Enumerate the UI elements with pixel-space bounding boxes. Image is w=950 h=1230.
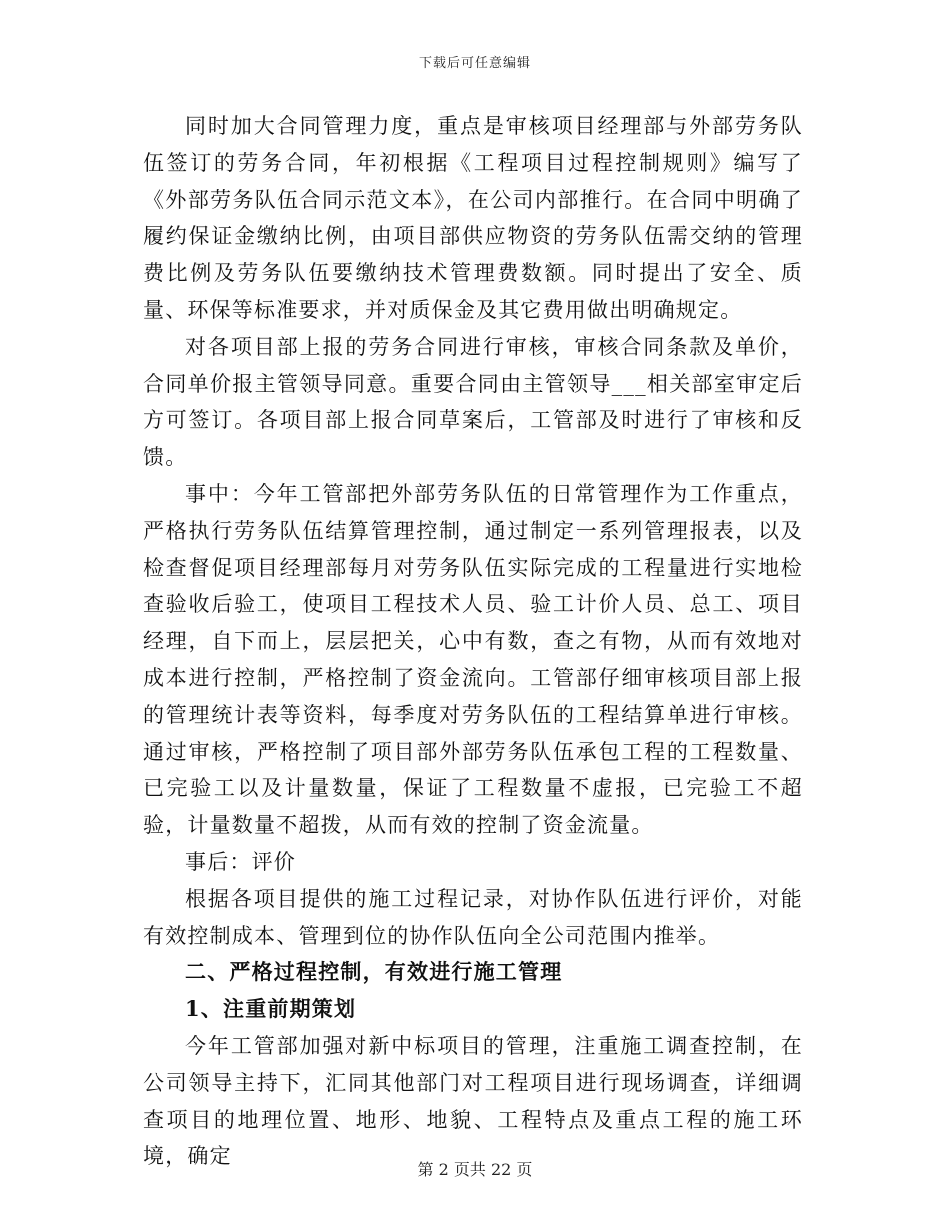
paragraph-evaluation: 根据各项目提供的施工过程记录，对协作队伍进行评价，对能有效控制成本、管理到位的协作队伍向全公司范围内推举。 [143,886,803,948]
paragraph-contract-review: 对各项目部上报的劳务合同进行审核，审核合同条款及单价，合同单价报主管领导同意。重要合同由主管领导___相关部室审定后方可签订。各项目部上报合同草案后，工管部及时进行了审核和反馈。 [143,334,803,470]
paragraph-contract-management: 同时加大合同管理力度，重点是审核项目经理部与外部劳务队伍签订的劳务合同，年初根据《工程项目过程控制规则》编写了《外部劳务队伍合同示范文本》，在公司内部推行。在合同中明确了履约保证金缴纳比例，由项目部供应物资的劳务队伍需交纳的管理费比例及劳务队伍要缴纳技术管理费数额。同时提出了安全、质量、环保等标准要求，并对质保金及其它费用做出明确规定。 [143,114,803,322]
paragraph-early-planning: 今年工管部加强对新中标项目的管理，注重施工调查控制，在公司领导主持下，汇同其他部门对工程项目进行现场调查，详细调查项目的地理位置、地形、地貌、工程特点及重点工程的施工环境，确定 [143,1033,803,1169]
section-heading: 二、严格过程控制，有效进行施工管理 [185,959,563,985]
paragraph-in-process-control: 事中：今年工管部把外部劳务队伍的日常管理作为工作重点，严格执行劳务队伍结算管理控制，通过制定一系列管理报表，以及检查督促项目经理部每月对劳务队伍实际完成的工程量进行实地检查验收后验工，使项目工程技术人员、验工计价人员、总工、项目经理，自下而上，层层把关，心中有数，查之有物，从而有效地对成本进行控制，严格控制了资金流向。工管部仔细审核项目部上报的管理统计表等资料，每季度对劳务队伍的工程结算单进行审核。通过审核，严格控制了项目部外部劳务队伍承包工程的工程数量、已完验工以及计量数量，保证了工程数量不虚报，已完验工不超验，计量数量不超拨，从而有效的控制了资金流量。 [143,481,803,838]
document-body [143,108,803,1175]
paragraph-post-evaluation-label: 事后：评价 [185,849,296,874]
page-header: 下载后可任意编辑 [418,56,531,71]
subsection-heading: 1、注重前期策划 [185,996,357,1022]
page-footer: 第 2 页共 22 页 [417,1160,533,1179]
